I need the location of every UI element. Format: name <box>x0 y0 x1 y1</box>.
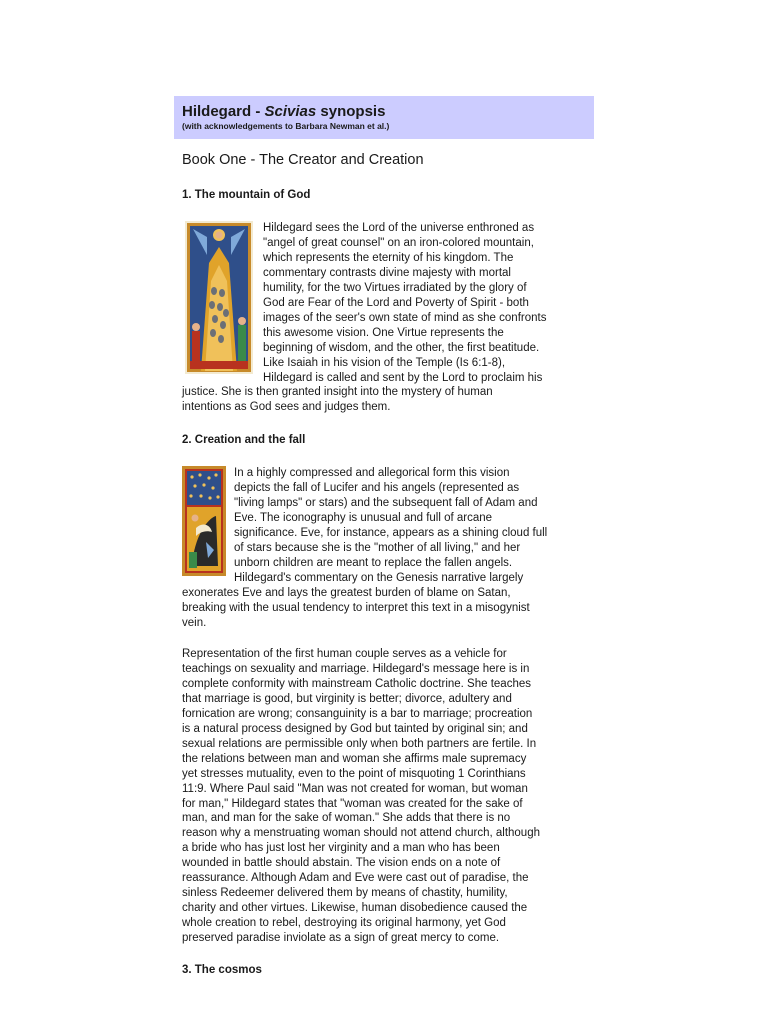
text-line: humility, for the two Virtues irradiated by the glory of <box>263 281 527 294</box>
text-line: that marriage is good, but virginity is better; divorce, adultery and <box>182 692 512 705</box>
text-line: wounded in battle should abstain. The vision ends on a note of <box>182 857 501 870</box>
text-line: Eve. The iconography is unusual and full of arcane <box>234 511 493 524</box>
title-banner <box>174 96 594 139</box>
text-line: beginning of wisdom, and the other, the first beatitude. <box>263 341 540 354</box>
text-line: Hildegard sees the Lord of the universe enthroned as <box>263 222 535 234</box>
text-line: Representation of the first human couple serves as a vehicle for <box>182 648 507 660</box>
title-italic-word: Scivias <box>264 103 317 120</box>
text-line: charity and other virtues. Likewise, human disobedience caused the <box>182 902 528 915</box>
text-line: sexual relations are permissible only when both partners are fertile. In <box>182 737 537 750</box>
text-line: reason why a menstruating woman should not attend church, although <box>182 827 540 840</box>
text-line: complete conformity with mainstream Catholic doctrine. She teaches <box>182 677 531 690</box>
text-line: whole creation to rebel, destroying its original harmony, yet God <box>182 917 506 930</box>
text-line: images of the seer's own state of mind as she confronts <box>263 311 547 324</box>
text-line: vein. <box>182 616 207 629</box>
text-line: is a natural process designed by God but tainted by original sin; and <box>182 722 528 735</box>
title-prefix: Hildegard - <box>182 103 265 120</box>
text-line: exonerates Eve and lays the greatest burden of blame on Satan, <box>182 586 511 599</box>
text-line: which represents the eternity of his kingdom. The <box>263 251 514 264</box>
text-line: a bride who has just lost her virginity and a man who has been <box>182 842 500 855</box>
text-line: unborn children are meant to replace the fallen angels. <box>234 556 513 569</box>
text-line: yet stresses mutuality, even to the point of misquoting 1 Corinthians <box>182 767 526 780</box>
text-line: Hildegard's commentary on the Genesis narrative largely <box>234 571 524 584</box>
text-line: fornication are wrong; consanguinity is a bar to marriage; procreation <box>182 707 533 720</box>
section-2-paragraph-1 <box>182 466 589 630</box>
section-2-paragraph-2 <box>182 647 589 946</box>
title-suffix: synopsis <box>316 103 386 120</box>
text-line: man, and man for the sake of woman." She adds that there is no <box>182 812 511 825</box>
text-line: of stars because she is the "mother of all living," and her <box>234 541 521 554</box>
section-heading-creation-and-fall: 2. Creation and the fall <box>182 434 306 446</box>
text-line: depicts the fall of Lucifer and his angels (represented as <box>234 481 520 494</box>
text-line: breaking with the usual tendency to interpret this text in a misogynist <box>182 601 530 614</box>
section-heading-cosmos: 3. The cosmos <box>182 964 262 976</box>
section-heading-mountain-of-god: 1. The mountain of God <box>182 189 311 201</box>
text-line: reassurance. Although Adam and Eve were cast out of paradise, the <box>182 872 529 885</box>
text-line: 11:9. Where Paul said "Man was not created for woman, but woman <box>182 782 528 795</box>
text-line: Like Isaiah in his vision of the Temple (Is 6:1-8), <box>263 356 506 369</box>
text-line: justice. She is then granted insight into the mystery of human <box>182 386 493 399</box>
text-line: God are Fear of the Lord and Poverty of Spirit - both <box>263 296 529 309</box>
text-line: sinless Redeemer delivered them by means of chastity, humility, <box>182 887 508 900</box>
text-line: teachings on sexuality and marriage. Hildegard's message here is in <box>182 662 530 675</box>
text-line: Hildegard is called and sent by the Lord to proclaim his <box>263 371 543 384</box>
text-line: the relations between man and woman she affirms male supremacy <box>182 752 527 765</box>
text-line: In a highly compressed and allegorical form this vision <box>234 467 510 479</box>
text-line: preserved paradise inviolate as a sign of great mercy to come. <box>182 932 500 945</box>
book-heading: Book One - The Creator and Creation <box>182 152 424 168</box>
text-line: "living lamps" or stars) and the subsequent fall of Adam and <box>234 496 538 509</box>
section-1-paragraph <box>182 221 589 415</box>
text-line: intentions as God sees and judges them. <box>182 401 391 414</box>
page-subtitle: (with acknowledgements to Barbara Newman et al.) <box>182 121 390 131</box>
text-line: significance. Eve, for instance, appears as a shining cloud full <box>234 526 548 539</box>
page-title <box>182 102 385 121</box>
text-line: "angel of great counsel" on an iron-colored mountain, <box>263 236 534 249</box>
text-line: for man," Hildegard states that "woman was created for the sake of <box>182 797 523 810</box>
text-line: commentary contrasts divine majesty with mortal <box>263 266 511 279</box>
text-line: this awesome vision. One Virtue represents the <box>263 326 504 339</box>
